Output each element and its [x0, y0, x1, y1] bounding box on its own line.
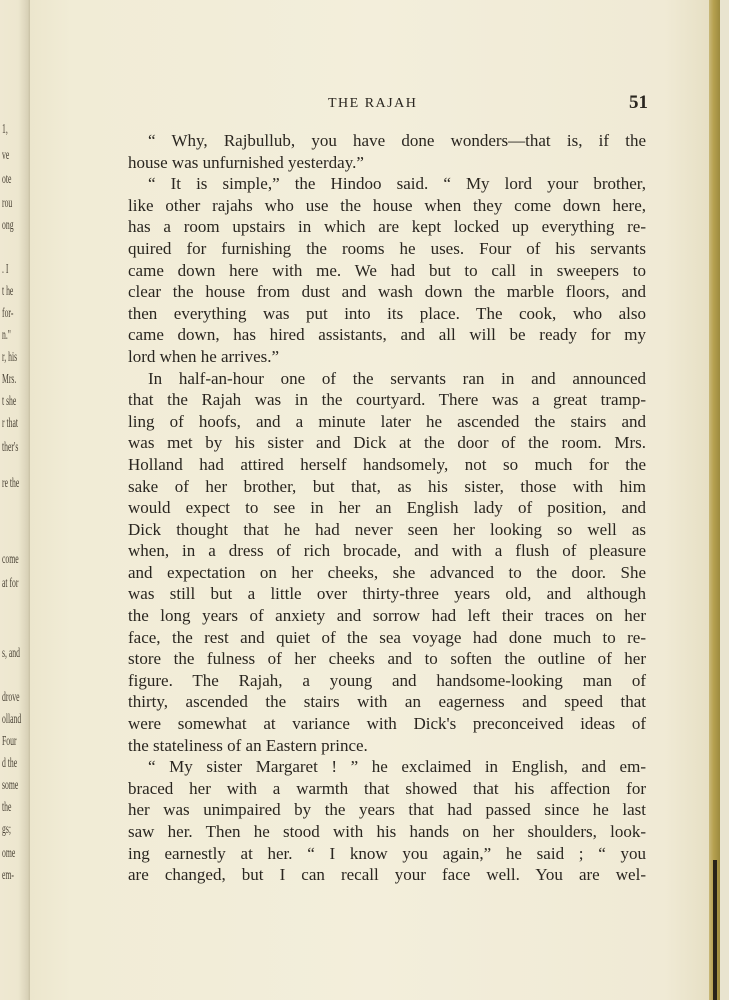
text-line: then everything was put into its place. The cook, who also	[128, 303, 646, 323]
page-gilt-edge	[709, 0, 720, 1000]
text-line: braced her with a warmth that showed that his affection for	[128, 778, 646, 798]
text-line: sake of her brother, but that, as his sister, those with him	[128, 476, 646, 496]
facing-page-fragment: at for	[2, 576, 19, 591]
facing-page-fragment: 1,	[2, 122, 8, 137]
facing-page-edge	[0, 0, 30, 1000]
text-line: the stateliness of an Eastern prince.	[128, 735, 368, 755]
facing-page-fragment: t she	[2, 394, 17, 409]
facing-page-fragment: t he	[2, 284, 14, 299]
facing-page-fragment: s, and	[2, 646, 20, 661]
text-line: quired for furnishing the rooms he uses. Four of his servants	[128, 238, 646, 258]
body-text	[128, 130, 646, 886]
facing-page-fragment: rou	[2, 196, 13, 211]
facing-page-fragment: d the	[2, 756, 18, 771]
text-line: and expectation on her cheeks, she advanced to the door. She	[128, 562, 646, 582]
text-line: clear the house from dust and wash down the marble floors, and	[128, 282, 646, 302]
text-line: has a room upstairs in which are kept locked up everything re-	[128, 217, 646, 237]
facing-page-fragment: come	[2, 552, 19, 567]
text-line: “ It is simple,” the Hindoo said. “ My lord your brother,	[148, 174, 646, 194]
text-line: like other rajahs who use the house when they come down here,	[128, 195, 646, 215]
text-line: the long years of anxiety and sorrow had left their traces on her	[128, 606, 646, 626]
facing-page-fragment: ther's	[2, 440, 19, 455]
text-line: Dick thought that he had never seen her looking so well as	[128, 519, 646, 539]
text-line: ing earnestly at her. “ I know you again,” he said ; “ you	[128, 843, 646, 863]
text-line: came down here with me. We had but to call in sweepers to	[128, 260, 646, 280]
running-title: THE RAJAH	[328, 96, 418, 111]
facing-page-fragment: the	[2, 800, 12, 815]
facing-page-fragment: ve	[2, 148, 10, 163]
facing-page-fragment: ong	[2, 218, 14, 233]
facing-page-fragment: n."	[2, 328, 11, 343]
text-line: “ Why, Rajbullub, you have done wonders—that is, if the	[148, 131, 646, 150]
text-line: was met by his sister and Dick at the door of the room. Mrs.	[128, 433, 646, 453]
facing-page-fragment: olland	[2, 712, 22, 727]
text-line: thirty, ascended the stairs with an eagerness and speed that	[128, 692, 646, 712]
text-line: lord when he arrives.”	[128, 346, 280, 366]
facing-page-fragment: Four	[2, 734, 17, 749]
text-line: store the fulness of her cheeks and to soften the outline of her	[128, 649, 646, 669]
text-line: figure. The Rajah, a young and handsome-looking man of	[128, 670, 646, 690]
facing-page-fragment: re the	[2, 476, 20, 491]
text-line: are changed, but I can recall your face well. You are wel-	[128, 865, 646, 885]
text-line: Holland had attired herself handsomely, not so much for the	[128, 454, 646, 474]
facing-page-fragment: ote	[2, 172, 12, 187]
facing-page-fragment: r that	[2, 416, 19, 431]
facing-page-fragment: ome	[2, 846, 16, 861]
page-edge-shadow	[713, 860, 717, 1000]
text-line: house was unfurnished yesterday.”	[128, 152, 364, 172]
facing-page-fragment: drove	[2, 690, 20, 705]
text-line: would expect to see in her an English lady of position, and	[128, 498, 646, 518]
text-line: “ My sister Margaret ! ” he exclaimed in English, and em-	[148, 757, 646, 777]
running-head	[128, 94, 648, 114]
facing-page-fragment: Mrs.	[2, 372, 17, 387]
text-line: came down, has hired assistants, and all will be ready for my	[128, 325, 646, 345]
facing-page-fragment: gs;	[2, 822, 11, 837]
facing-page-fragment: for-	[2, 306, 14, 321]
facing-page-fragment: . I	[2, 262, 9, 277]
facing-page-fragment: some	[2, 778, 19, 793]
text-line: In half-an-hour one of the servants ran in and announced	[148, 368, 646, 388]
text-line: that the Rajah was in the courtyard. There was a great tramp-	[128, 390, 646, 410]
facing-page-fragment: r, his	[2, 350, 18, 365]
text-line: were somewhat at variance with Dick's preconceived ideas of	[128, 714, 646, 734]
text-line: ling of hoofs, and a minute later he ascended the stairs and	[128, 411, 646, 431]
book-page	[30, 0, 720, 1000]
facing-page-fragment: em-	[2, 868, 14, 883]
text-line: saw her. Then he stood with his hands on her shoulders, look-	[128, 822, 646, 841]
text-line: when, in a dress of rich brocade, and with a flush of pleasure	[128, 541, 646, 561]
text-line: was still but a little over thirty-three years old, and although	[128, 584, 646, 604]
text-line: face, the rest and quiet of the sea voyage had done much to re-	[128, 627, 646, 647]
page-number: 51	[629, 92, 648, 113]
text-line: her was unimpaired by the years that had passed since he last	[128, 800, 646, 820]
